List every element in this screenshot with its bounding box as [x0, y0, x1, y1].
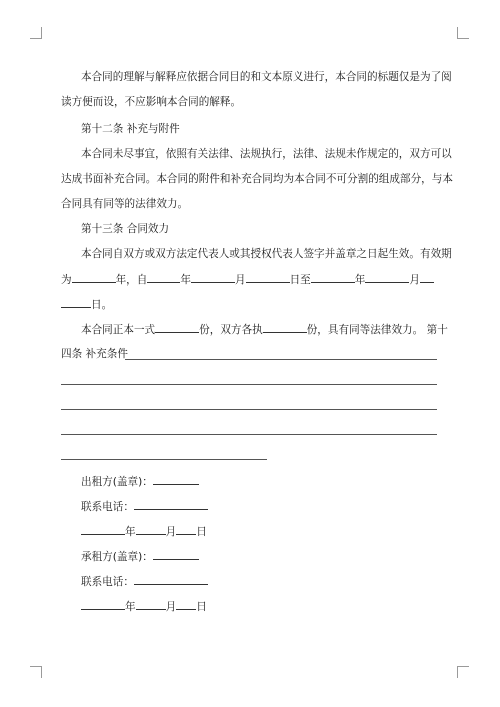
- clause-12-heading: 第十二条 补充与附件: [81, 123, 180, 135]
- start-day-blank[interactable]: [246, 272, 290, 283]
- supplement-fill-line[interactable]: [125, 359, 437, 360]
- lessor-date-line: [81, 524, 207, 538]
- start-month-blank[interactable]: [191, 272, 235, 283]
- end-year-blank[interactable]: [311, 272, 355, 283]
- validity-years-blank[interactable]: [72, 272, 116, 283]
- copies-prefix: 本合同正本一式: [81, 324, 156, 336]
- lessee-year-label: 年: [125, 601, 136, 613]
- lessor-year-blank[interactable]: [81, 524, 125, 535]
- lessor-day-label: 日: [196, 526, 207, 538]
- copies-mid: 份，双方各执: [199, 324, 263, 336]
- lessor-year-label: 年: [125, 526, 136, 538]
- validity-year-from: 年，自: [115, 274, 148, 286]
- clause-13-heading: 第十三条 合同效力: [81, 223, 170, 235]
- end-year-label: 年: [354, 274, 366, 286]
- end-month-label: 月: [409, 274, 420, 286]
- lessor-day-blank[interactable]: [176, 524, 196, 535]
- clause-14-heading: 四条 补充条件: [61, 348, 128, 360]
- lessee-phone-blank[interactable]: [134, 574, 208, 585]
- end-day-blank-part1[interactable]: [420, 272, 434, 283]
- supplement-fill-line[interactable]: [61, 459, 267, 460]
- clause-14-heading-line: [61, 347, 128, 361]
- lessee-seal-blank[interactable]: [153, 549, 199, 560]
- paragraph-line: 读方便而设，不应影响本合同的解释。: [61, 96, 242, 108]
- lessee-label: 承租方(盖章)：: [81, 551, 153, 563]
- copies-total-blank[interactable]: [155, 322, 199, 333]
- start-day-label: 日至: [289, 274, 311, 286]
- paragraph-line: 本合同未尽事宜，依照有关法律、法规执行，法律、法规未作规定的，双方可以: [81, 148, 452, 160]
- lessee-year-blank[interactable]: [81, 599, 125, 610]
- lessee-date-line: [81, 599, 207, 613]
- lessee-phone-label: 联系电话：: [81, 576, 134, 588]
- lessor-phone-label: 联系电话：: [81, 501, 134, 513]
- corner-mark-top-right: [457, 27, 469, 39]
- copies-line: [81, 322, 448, 336]
- start-year-label: 年: [180, 274, 191, 286]
- end-day-label: 日。: [91, 299, 113, 311]
- validity-prefix: 为: [61, 274, 72, 286]
- lessor-seal-blank[interactable]: [153, 474, 199, 485]
- end-day-blank[interactable]: [61, 297, 91, 308]
- paragraph-line: 本合同的理解与解释应依据合同目的和文本原义进行，本合同的标题仅是为了阅: [81, 71, 452, 83]
- paragraph-line: 本合同自双方或双方法定代表人或其授权代表人签字并盖章之日起生效。有效期: [81, 248, 452, 260]
- supplement-fill-line[interactable]: [61, 434, 437, 435]
- lessee-seal-line: [81, 549, 199, 563]
- paragraph-line: 合同具有同等的法律效力。: [61, 198, 189, 210]
- lessor-phone-line: [81, 499, 208, 513]
- start-month-label: 月: [234, 274, 246, 286]
- lessor-month-blank[interactable]: [136, 524, 166, 535]
- lessor-month-label: 月: [165, 526, 177, 538]
- lessee-month-blank[interactable]: [136, 599, 166, 610]
- paragraph-line: 达成书面补充合同。本合同的附件和补充合同均为本合同不可分割的组成部分，与本: [61, 173, 453, 185]
- lessor-seal-line: [81, 474, 199, 488]
- start-year-blank[interactable]: [147, 272, 180, 283]
- lessor-phone-blank[interactable]: [134, 499, 208, 510]
- validity-end-line: [61, 297, 112, 311]
- lessee-month-label: 月: [165, 601, 177, 613]
- supplement-fill-line[interactable]: [61, 384, 437, 385]
- lessee-day-label: 日: [196, 601, 207, 613]
- corner-mark-bottom-right: [457, 666, 469, 678]
- copies-suffix: 份，具有同等法律效力。 第十: [306, 324, 448, 336]
- lessee-day-blank[interactable]: [176, 599, 196, 610]
- corner-mark-top-left: [30, 27, 42, 39]
- corner-mark-bottom-left: [30, 666, 42, 678]
- copies-each-blank[interactable]: [263, 322, 307, 333]
- supplement-fill-line[interactable]: [61, 409, 437, 410]
- end-month-blank[interactable]: [365, 272, 409, 283]
- validity-period-line: [61, 272, 434, 286]
- lessor-label: 出租方(盖章)：: [81, 476, 153, 488]
- lessee-phone-line: [81, 574, 208, 588]
